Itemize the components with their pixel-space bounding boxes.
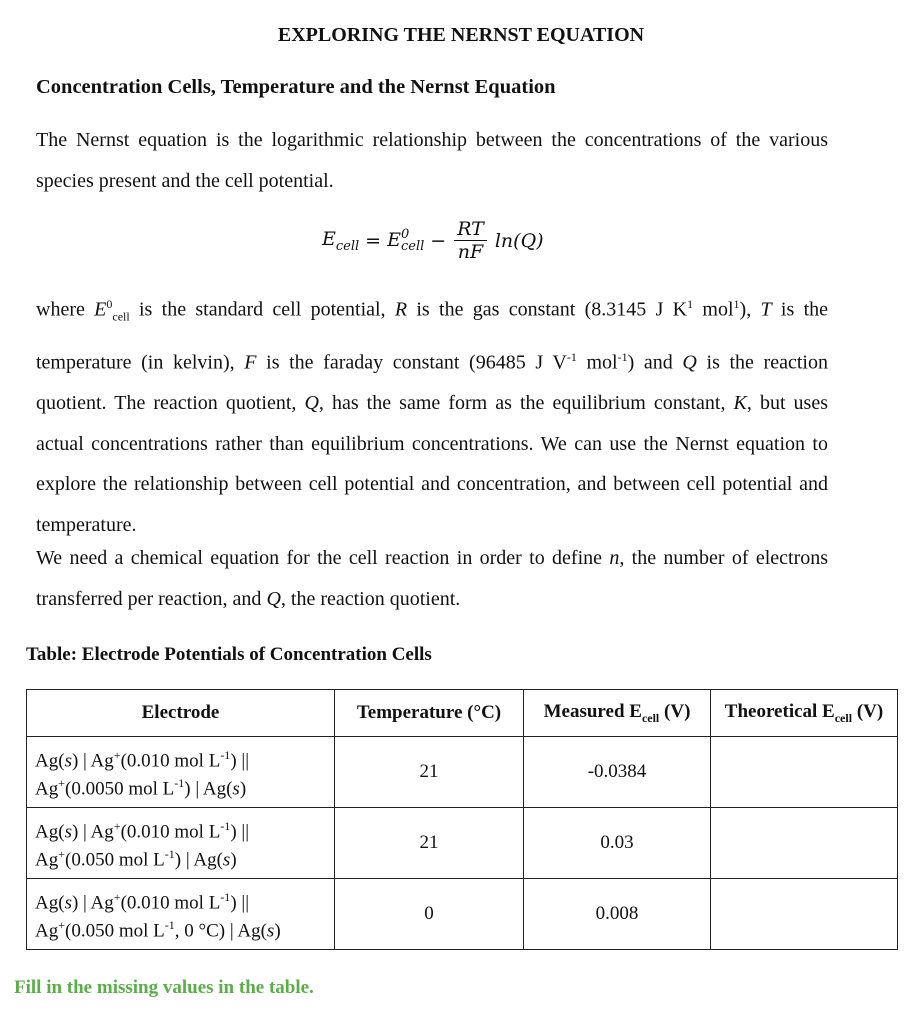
instruction-text: Fill in the missing values in the table. [14, 977, 314, 998]
text-segment: cell [112, 309, 130, 324]
text-segment: where [36, 298, 95, 321]
table-row [27, 879, 898, 950]
cell-measured: -0.0384 [524, 737, 711, 808]
text-segment: Q [304, 392, 319, 415]
intro-paragraph [36, 120, 828, 201]
text-segment: Ag( [35, 821, 65, 842]
cell-theoretical[interactable] [711, 808, 898, 879]
text-segment: E [94, 298, 107, 321]
cell-temperature: 21 [335, 808, 524, 879]
text-segment: s [232, 778, 240, 800]
table-row [27, 808, 898, 879]
cell-measured: 0.03 [524, 808, 711, 879]
text-segment: (0.010 mol L [120, 892, 221, 913]
text-segment: s [222, 849, 231, 871]
eq-e0: E [387, 228, 401, 251]
eq-fraction [454, 218, 487, 263]
text-segment: Q [682, 351, 697, 374]
text-segment: 0 [106, 297, 113, 311]
text-segment: s [266, 920, 275, 942]
text-segment: cell [641, 710, 660, 725]
text-segment: -1 [174, 776, 185, 790]
eq-lhs: E [322, 227, 336, 250]
text-segment: K [733, 392, 747, 415]
text-segment: 1 [687, 297, 694, 311]
cell-theoretical[interactable] [711, 879, 898, 950]
eq-e0-sup: 0 [400, 226, 410, 242]
text-segment: Ag( [35, 892, 65, 913]
text-segment: is the standard cell potential, [129, 298, 395, 321]
text-segment: + [58, 847, 66, 861]
text-segment: Q [266, 587, 281, 610]
text-segment: Ag [35, 849, 59, 871]
text-segment: + [113, 889, 121, 904]
cell-electrode [27, 808, 335, 879]
text-segment: mol [576, 351, 618, 374]
text-segment: , but uses actual concentrations rather than equilibrium concentrations. We can use the Nernst equation to explore the relationship between cell potential and concentration, and between cell potential and temperature. [36, 392, 829, 536]
text-segment: ) | Ag [71, 821, 114, 842]
text-segment: , the number of electrons transferred per reaction, and [36, 547, 829, 610]
text-segment: ) || [230, 750, 249, 771]
text-segment: -1 [164, 918, 175, 932]
text-segment: -1 [220, 889, 231, 904]
eq-equals: = [365, 229, 382, 252]
text-segment: ) [274, 920, 281, 942]
text-segment: ) | Ag [71, 750, 114, 771]
text-segment: (0.0050 mol L [65, 778, 175, 800]
text-segment: -1 [220, 818, 231, 833]
table-header-row [27, 690, 898, 737]
text-segment: is the temperature (in kelvin), [36, 298, 829, 374]
text-segment: cell [834, 710, 853, 725]
table-title: Table: Electrode Potentials of Concentration Cells [26, 644, 432, 665]
text-segment: + [58, 776, 66, 790]
eq-lhs-sub: cell [335, 238, 360, 254]
text-segment: (0.010 mol L [120, 750, 221, 771]
text-segment: ) || [230, 892, 249, 913]
text-segment: , the reaction quotient. [280, 587, 461, 610]
eq-denominator: nF [457, 241, 484, 263]
text-segment: + [58, 918, 66, 932]
text-segment: -1 [566, 350, 577, 365]
text-segment: 1 [733, 297, 740, 311]
text-segment: ), [739, 298, 761, 321]
electrode-potentials-table [26, 689, 898, 950]
section-heading: Concentration Cells, Temperature and the Nernst Equation [36, 76, 556, 98]
text-segment: is the gas constant (8.3145 J K [407, 298, 688, 321]
text-segment: Theoretical E [724, 700, 835, 722]
cell-temperature: 21 [335, 737, 524, 808]
text-segment: ) [239, 778, 247, 800]
eq-ln: ln(Q) [494, 229, 544, 252]
header-electrode [27, 690, 335, 737]
text-segment: mol [693, 298, 734, 321]
header-measured [524, 690, 711, 737]
cell-theoretical[interactable] [711, 737, 898, 808]
text-segment: (V) [852, 700, 884, 722]
definitions-paragraph [36, 284, 828, 545]
text-segment: Ag [35, 778, 59, 800]
text-segment: n [609, 547, 620, 569]
text-segment: Ag( [35, 750, 65, 771]
text-segment: + [113, 818, 121, 833]
text-segment: ) | Ag [71, 892, 114, 913]
cell-measured: 0.008 [524, 879, 711, 950]
text-segment: Temperature (°C) [356, 702, 502, 723]
text-segment: (0.050 mol L [65, 920, 165, 942]
text-segment: The Nernst equation is the logarithmic relationship between the concentrations of the various species present and the cell potential. [36, 129, 828, 192]
text-segment: s [64, 750, 72, 771]
table-row [27, 737, 898, 808]
eq-minus: − [430, 229, 447, 252]
document-title: EXPLORING THE NERNST EQUATION [277, 24, 645, 46]
text-segment: (0.050 mol L [65, 849, 165, 871]
cell-temperature: 0 [335, 879, 524, 950]
text-segment: Electrode [141, 702, 220, 723]
text-segment: ) | Ag( [184, 778, 233, 800]
cell-reaction-paragraph [36, 538, 828, 619]
text-segment: -1 [617, 350, 628, 365]
text-segment: + [113, 747, 121, 762]
eq-e0-sub: cell [400, 238, 425, 254]
text-segment: ) and [627, 351, 683, 374]
text-segment: Measured E [543, 700, 642, 722]
text-segment: -1 [164, 847, 175, 861]
text-segment: is the faraday constant (96485 J V [256, 351, 567, 374]
text-segment: T [760, 298, 772, 321]
text-segment: -1 [220, 747, 231, 762]
text-segment: , has the same form as the equilibrium constant, [318, 392, 734, 415]
text-segment: R [394, 298, 408, 321]
header-theoretical [711, 690, 898, 737]
text-segment: ) | Ag( [174, 849, 223, 871]
text-segment: We need a chemical equation for the cell reaction in order to define [36, 547, 610, 569]
text-segment: ) [230, 849, 237, 871]
text-segment: , 0 °C) | Ag( [174, 920, 267, 942]
text-segment: s [64, 821, 72, 842]
cell-electrode [27, 737, 335, 808]
text-segment: is the reaction quotient. The reaction quotient, [36, 351, 828, 415]
eq-numerator: RT [454, 218, 487, 241]
text-segment: Ag [35, 920, 59, 942]
header-temperature [335, 690, 524, 737]
text-segment: (V) [659, 700, 691, 722]
text-segment: F [244, 351, 257, 374]
nernst-equation [322, 218, 544, 263]
text-segment: ) || [230, 821, 249, 842]
text-segment: s [64, 892, 72, 913]
text-segment: (0.010 mol L [120, 821, 221, 842]
cell-electrode [27, 879, 335, 950]
